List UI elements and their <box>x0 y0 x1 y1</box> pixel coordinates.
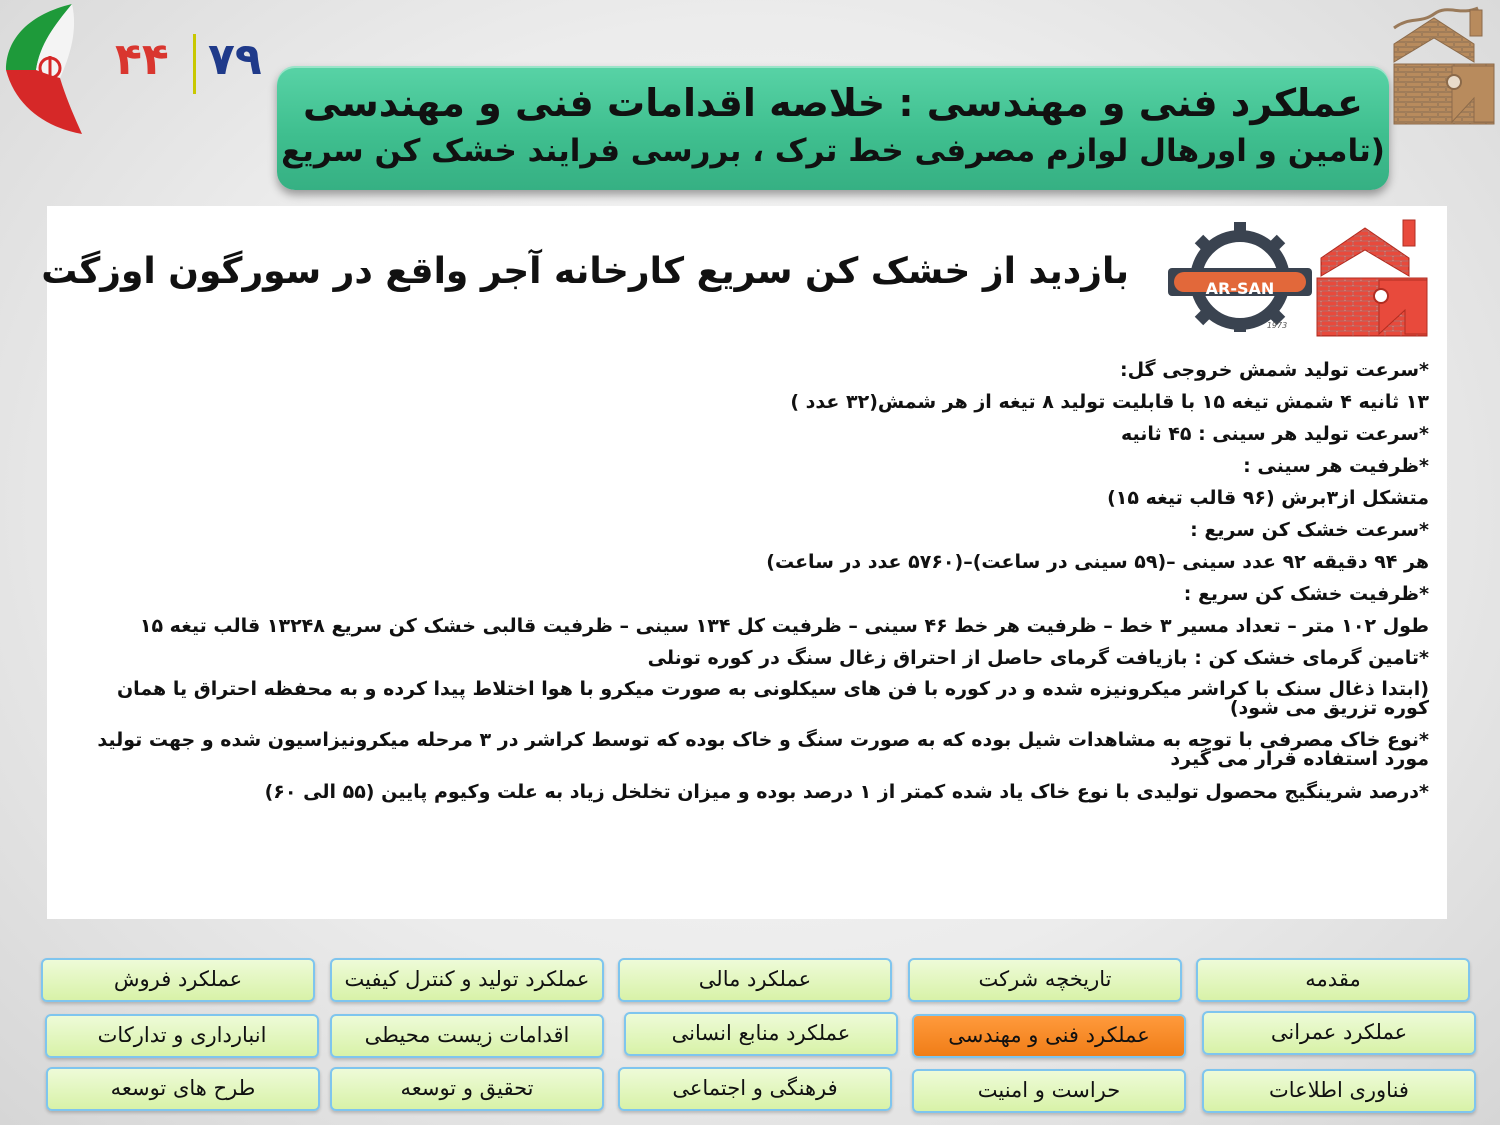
nav-human-resources-button[interactable]: عملکرد منابع انسانی <box>624 1012 898 1056</box>
nav-production-quality-button[interactable]: عملکرد تولید و کنترل کیفیت <box>330 958 604 1002</box>
arsan-logo-text: AR-SAN <box>1205 279 1275 298</box>
content-line: هر ۹۴ دقیقه ۹۲ عدد سینی –(۵۹ سینی در ساعت)–(۵۷۶۰ عدد در ساعت) <box>766 551 1429 573</box>
panel-title: بازدید از خشک کن سریع کارخانه آجر واقع در سورگون اوزگت <box>41 251 1129 292</box>
total-pages-number: ۷۹ <box>208 34 262 85</box>
nav-security-button[interactable]: حراست و امنیت <box>912 1069 1186 1113</box>
current-page-number: ۴۴ <box>115 34 169 85</box>
content-line: *سرعت تولید شمش خروجی گل: <box>1119 359 1429 381</box>
content-line: *نوع خاک مصرفی با توجه به مشاهدات شیل بوده که به صورت سنگ و خاک بوده که توسط کراشر در ۳ مرحله میکرونیزاسیون شده و جهت تولید مورد استفاده قرار می گیرد <box>97 729 1429 770</box>
nav-environmental-actions-button[interactable]: اقدامات زیست محیطی <box>330 1014 604 1058</box>
content-line: *سرعت تولید هر سینی : ۴۵ ثانیه <box>1120 423 1429 445</box>
nav-warehousing-procurement-button[interactable]: انبارداری و تدارکات <box>45 1014 319 1058</box>
header-subtitle: (تامین و اورهال لوازم مصرفی خط ترک ، بررسی فرایند خشک کن سریع <box>281 133 1385 169</box>
nav-development-plans-button[interactable]: طرح های توسعه <box>46 1067 320 1111</box>
nav-construction-performance-button[interactable]: عملکرد عمرانی <box>1202 1011 1476 1055</box>
nav-information-technology-button[interactable]: فناوری اطلاعات <box>1202 1069 1476 1113</box>
content-line: ۱۳ ثانیه ۴ شمش تیغه ۱۵ با قابلیت تولید ۸ تیغه از هر شمش(۳۲ عدد ) <box>790 391 1429 413</box>
content-line: متشکل از۳برش (۹۶ قالب تیغه ۱۵) <box>1107 487 1429 509</box>
arsan-logo-year: 1973 <box>1266 321 1288 330</box>
nav-sales-performance-button[interactable]: عملکرد فروش <box>41 958 315 1002</box>
content-lines <box>79 354 1429 808</box>
content-line: *سرعت خشک کن سریع : <box>1190 519 1429 541</box>
nav-company-history-button[interactable]: تاریخچه شرکت <box>908 958 1182 1002</box>
nav-intro-button[interactable]: مقدمه <box>1196 958 1470 1002</box>
content-line: *تامین گرمای خشک کن : بازیافت گرمای حاصل از احتراق زغال سنگ در کوره تونلی <box>647 647 1429 669</box>
header-banner <box>277 66 1389 190</box>
content-line: طول ۱۰۲ متر – تعداد مسیر ۳ خط – ظرفیت هر خط ۴۶ سینی – ظرفیت کل ۱۳۴ سینی – ظرفیت قالبی خشک کن سریع ۱۳۲۴۸ قالب تیغه ۱۵ <box>139 615 1429 637</box>
nav-technical-engineering-button[interactable]: عملکرد فنی و مهندسی <box>912 1014 1186 1058</box>
arsan-gear-logo-icon <box>1165 220 1315 332</box>
nav-cultural-social-button[interactable]: فرهنگی و اجتماعی <box>618 1067 892 1111</box>
content-line: (ابتدا ذغال سنک با کراشر میکرونیزه شده و در کوره با فن های سیکلونی به صورت میکرو با هوا اختلاط پیدا کرده و به محفظه احتراق یا همان کوره تزریق می شود) <box>116 678 1429 719</box>
content-line: *ظرفیت هر سینی : <box>1243 455 1429 477</box>
nav-research-development-button[interactable]: تحقیق و توسعه <box>330 1067 604 1111</box>
header-title: عملکرد فنی و مهندسی : خلاصه اقدامات فنی و مهندسی <box>302 81 1363 125</box>
content-line: *درصد شرینگیج محصول تولیدی با نوع خاک یاد شده کمتر از ۱ درصد بوده و میزان تخلخل زیاد به علت وکیوم پایین (۵۵ الی ۶۰) <box>264 781 1429 803</box>
page-number-separator <box>193 34 196 94</box>
content-panel <box>41 206 1447 919</box>
flag-emblem-icon <box>0 0 100 140</box>
content-line: *ظرفیت خشک کن سریع : <box>1183 583 1429 605</box>
nav-financial-performance-button[interactable]: عملکرد مالی <box>618 958 892 1002</box>
company-brick-logo-icon <box>1390 2 1498 126</box>
brick-factory-logo-icon <box>1313 216 1431 338</box>
